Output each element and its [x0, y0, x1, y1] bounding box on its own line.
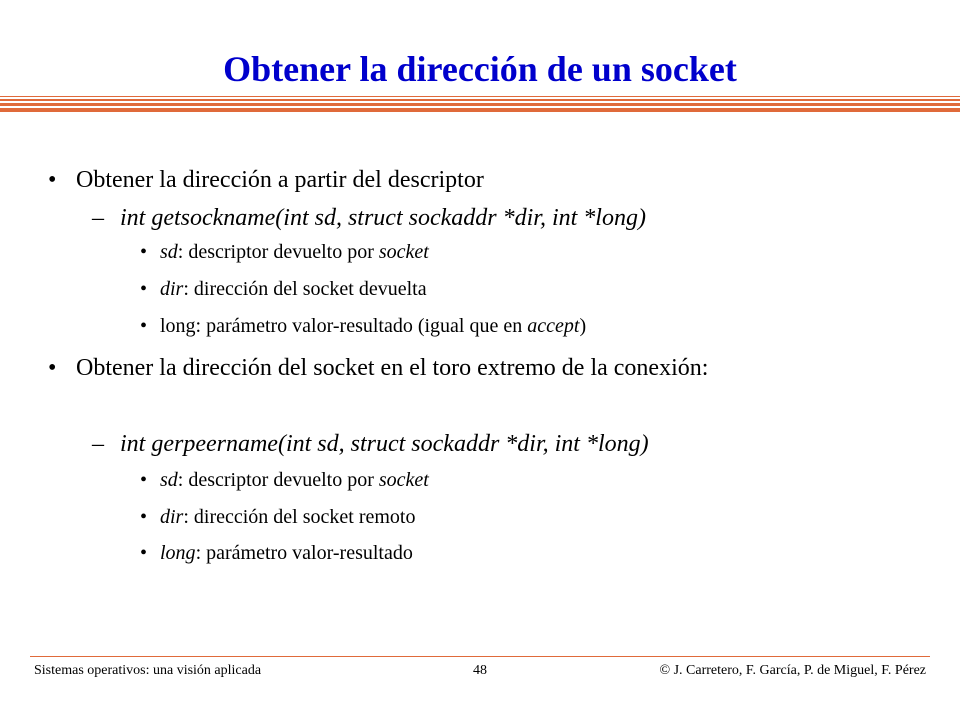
point-long: [140, 312, 900, 340]
rest: : dirección del socket devuelta: [183, 278, 427, 300]
term: dir: [160, 278, 184, 300]
bullet-marker: •: [48, 167, 57, 193]
footer-course-title: Sistemas operativos: una visión aplicada: [34, 663, 262, 678]
stripe-4: [0, 108, 960, 112]
term: sd: [160, 241, 178, 263]
bullet-marker: •: [48, 355, 57, 381]
footer-authors: © J. Carretero, F. García, P. de Miguel, F. Pérez: [659, 663, 926, 678]
title-underline-stripes: [0, 96, 960, 112]
point-sd: [140, 466, 900, 494]
signature-text: int gerpeername(int sd, struct sockaddr *dir, int *long): [120, 431, 649, 457]
bullet-getpeername: [48, 352, 868, 384]
point-text: [160, 238, 900, 266]
sub-getsockname-signature: [92, 202, 892, 234]
rest: : parámetro valor-resultado: [195, 542, 413, 564]
dash-marker: –: [92, 205, 104, 231]
ref: socket: [378, 469, 429, 491]
point-text: [160, 466, 900, 494]
point-marker: •: [140, 469, 148, 491]
term: long: [160, 542, 196, 564]
tail: ): [579, 315, 587, 337]
term: sd: [160, 469, 178, 491]
point-text: [160, 503, 900, 531]
point-dir: [140, 275, 900, 303]
point-marker: •: [140, 241, 148, 263]
rest: long: parámetro valor-resultado (igual que en: [160, 315, 528, 337]
sub-getpeername-signature: [92, 428, 892, 460]
bullet-text: Obtener la dirección del socket en el toro extremo de la conexión:: [76, 355, 709, 381]
term: dir: [160, 506, 184, 528]
point-long: [140, 539, 900, 567]
point-dir: [140, 503, 900, 531]
ref: accept: [527, 315, 580, 337]
slide-title: Obtener la dirección de un socket: [223, 49, 737, 89]
rest: : descriptor devuelto por: [177, 469, 379, 491]
point-marker: •: [140, 315, 148, 337]
bullet-getsockname: [48, 164, 868, 196]
stripe-3: [0, 103, 960, 106]
rest: : descriptor devuelto por: [177, 241, 379, 263]
stripe-1: [0, 96, 960, 97]
signature-text: int getsockname(int sd, struct sockaddr *dir, int *long): [120, 205, 646, 231]
point-text: [160, 312, 900, 340]
point-sd: [140, 238, 900, 266]
footer-divider: [30, 656, 930, 657]
point-marker: •: [140, 278, 148, 300]
ref: socket: [378, 241, 429, 263]
point-marker: •: [140, 506, 148, 528]
stripe-2: [0, 99, 960, 101]
rest: : dirección del socket remoto: [183, 506, 416, 528]
dash-marker: –: [92, 431, 104, 457]
footer-page-number: 48: [473, 663, 487, 678]
point-text: [160, 539, 900, 567]
point-text: [160, 275, 900, 303]
point-marker: •: [140, 542, 148, 564]
bullet-text: Obtener la dirección a partir del descriptor: [76, 167, 484, 193]
